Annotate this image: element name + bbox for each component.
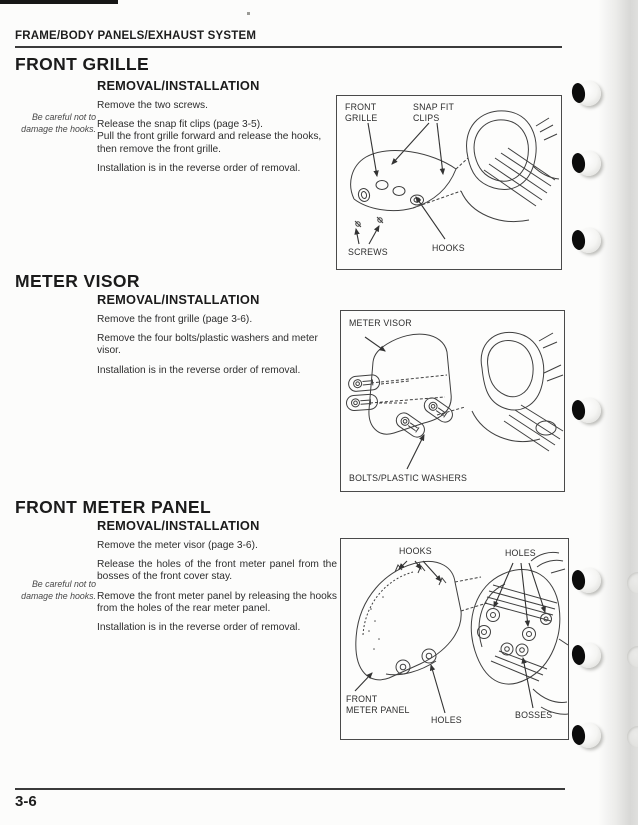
subsection-title: REMOVAL/INSTALLATION — [97, 518, 260, 533]
page-number: 3-6 — [15, 793, 37, 810]
paragraph: Remove the four bolts/plastic washers and meter visor. — [97, 333, 318, 357]
footer-divider — [15, 788, 565, 790]
caution-note-line: Be careful not to — [31, 579, 96, 589]
figure-meter-visor — [340, 310, 565, 492]
section-body-meter-visor — [97, 292, 337, 384]
figure-label: SNAP FIT CLIPS — [413, 102, 454, 124]
binder-hole — [571, 227, 602, 254]
paragraph: Release the snap fit clips (page 3-5). — [97, 119, 263, 131]
figure-front-meter-panel — [340, 538, 569, 740]
paragraph: Remove the meter visor (page 3-6). — [97, 540, 258, 551]
section-title-meter-visor: METER VISOR — [15, 271, 140, 291]
paragraph: Remove the two screws. — [97, 100, 208, 111]
figure-label: HOLES — [431, 715, 462, 725]
figure-label: METER VISOR — [349, 318, 412, 328]
page-edge-shadow — [598, 0, 638, 825]
paragraph: Installation is in the reverse order of removal. — [97, 622, 301, 634]
section-title-front-grille: FRONT GRILLE — [15, 54, 150, 74]
binder-hole — [571, 642, 602, 669]
figure-label: BOLTS/PLASTIC WASHERS — [349, 473, 468, 483]
leader-arrows — [355, 561, 545, 713]
caution-note — [20, 111, 96, 136]
panel-art — [356, 552, 568, 714]
subsection-title: REMOVAL/INSTALLATION — [97, 78, 260, 93]
section-body-front-meter-panel — [97, 518, 337, 641]
paragraph: Installation is in the reverse order of removal. — [97, 162, 301, 174]
caution-note-line: damage the hooks. — [21, 124, 96, 135]
chapter-header: FRAME/BODY PANELS/EXHAUST SYSTEM — [15, 30, 257, 42]
section-title-front-meter-panel: FRONT METER PANEL — [15, 497, 212, 517]
meter-visor-diagram — [341, 311, 564, 491]
figure-label: SCREWS — [348, 247, 388, 257]
binder-hole — [571, 722, 602, 749]
binder-hole — [571, 397, 602, 424]
paragraph: Installation is in the reverse order of removal. — [97, 364, 301, 376]
scan-edge-strip — [0, 0, 118, 4]
paragraph: Remove the front grille (page 3-6). — [97, 314, 253, 325]
subsection-title: REMOVAL/INSTALLATION — [97, 292, 260, 307]
figure-label: HOOKS — [399, 546, 432, 556]
binder-hole — [571, 150, 602, 177]
section-body-front-grille — [97, 78, 337, 182]
figure-label: FRONT METER PANEL — [346, 694, 410, 716]
figure-label: FRONT GRILLE — [345, 102, 378, 124]
visor-art — [346, 332, 563, 451]
caution-note — [20, 578, 96, 603]
paragraph: Remove the front meter panel by releasing the hooks from the holes of the rear meter panel. — [97, 590, 337, 614]
scan-speck — [247, 12, 250, 15]
paragraph: Release the holes of the front meter panel from the bosses of the front cover stay. — [97, 559, 337, 583]
leader-arrows — [356, 123, 445, 244]
paragraph: Pull the front grille forward and release the hooks, then remove the front grille. — [97, 131, 322, 155]
caution-note-line: Be careful not to — [31, 112, 96, 122]
grille-art — [351, 111, 559, 227]
binder-hole — [571, 567, 602, 594]
figure-label: BOSSES — [515, 710, 553, 720]
figure-front-grille — [336, 95, 562, 270]
figure-label: HOLES — [505, 548, 536, 558]
figure-label: HOOKS — [432, 243, 465, 253]
caution-note-line: damage the hooks. — [21, 591, 96, 602]
header-divider — [15, 46, 562, 48]
binder-hole — [571, 80, 602, 107]
